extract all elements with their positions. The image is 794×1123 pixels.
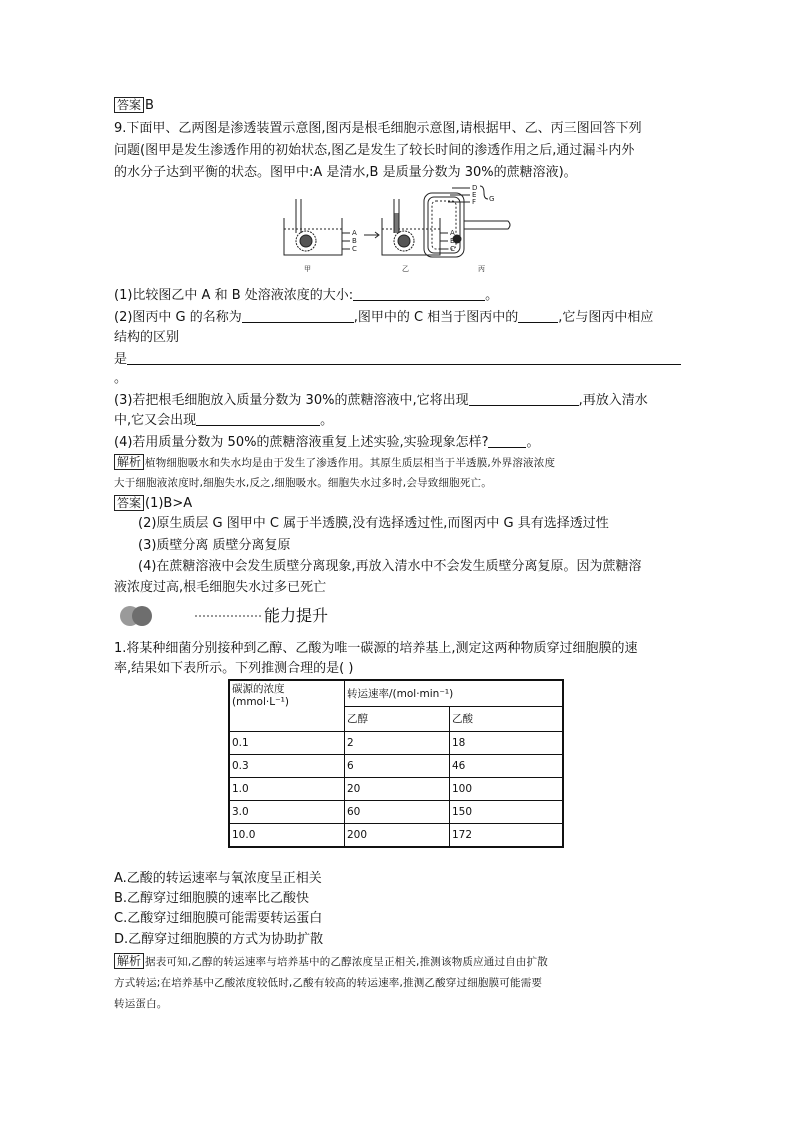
caption-jia: 甲 [304,265,311,273]
answer-tag: 答案 [114,495,144,511]
answer-blank [488,433,526,448]
answer-blank [518,308,558,323]
q9-part-2-line-2: 结构的区别 [114,330,180,345]
table-row: 10.0 200 172 [229,824,563,848]
q9-answer-line-4: (4)在蔗糖溶液中会发生质壁分离现象,再放入清水中不会发生质壁分离复原。因为蔗糖溶 [138,559,642,574]
q9-part-3: (3)若把根毛细胞放入质量分数为 30%的蔗糖溶液中,它将出现 ,再放入清水 [114,393,648,408]
q1-stem-line-1: 1.将某种细菌分别接种到乙醇、乙酸为唯一碳源的培养基上,测定这两种物质穿过细胞膜的速 [114,641,638,656]
q9-part-3-line-2: 中,它又会出现 。 [114,413,334,428]
header-transport-rate: 转运速率/(mol·min⁻¹) [345,680,564,706]
q9-answer-line-2: (2)原生质层 G 图甲中 C 属于半透膜,没有选择透过性,而图丙中 G 具有选择透过性 [138,516,609,531]
table-row: 1.0 20 100 [229,778,563,801]
transport-rate-table [228,679,564,848]
q9-analysis-line-1: 解析 植物细胞吸水和失水均是由于发生了渗透作用。其原生质层相当于半透膜,外界溶液浓度 [114,453,555,473]
q9-answer-line-1: 答案 (1)B>A [114,494,192,514]
q1-analysis-line-3: 转运蛋白。 [114,998,168,1010]
label-c-mid: C [450,245,455,253]
q9-part-1: (1)比较图乙中 A 和 B 处溶液浓度的大小: 。 [114,288,499,303]
label-c-left: C [352,245,357,253]
label-e: E [472,191,477,199]
q1-option-b: B.乙醇穿过细胞膜的速率比乙酸快 [114,891,310,906]
q9-answer-line-3: (3)质壁分离 质壁分离复原 [138,538,291,553]
label-a-mid: A [450,229,455,237]
label-f: F [472,198,477,206]
section-title: 能力提升 [264,606,329,625]
q9-stem-line-1: 9.下面甲、乙两图是渗透装置示意图,图丙是根毛细胞示意图,请根据甲、乙、丙三图回答下列 [114,121,642,136]
label-a-left: A [352,229,357,237]
answer-blank [469,391,579,406]
answer-blank [127,350,681,365]
q9-stem-line-2: 问题(图甲是发生渗透作用的初始状态,图乙是发生了较长时间的渗透作用之后,通过漏斗内外 [114,143,635,158]
q1-option-d: D.乙醇穿过细胞膜的方式为协助扩散 [114,932,324,947]
header-concentration: 碳源的浓度 (mmol·L⁻¹) [229,680,345,732]
q9-analysis-line-2: 大于细胞液浓度时,细胞失水,反之,细胞吸水。细胞失水过多时,会导致细胞死亡。 [114,477,492,489]
label-b-left: B [352,237,357,245]
answer-blank [196,411,320,426]
q1-analysis-line-1: 解析 据表可知,乙醇的转运速率与培养基中的乙醇浓度呈正相关,推测该物质应通过自由扩散 [114,952,548,972]
answer-value: B [145,98,154,113]
header-ethanol: 乙醇 [345,706,450,731]
table-row: 0.1 2 18 [229,732,563,755]
section-circles-icon [114,604,264,628]
q9-stem-line-3: 的水分子达到平衡的状态。图甲中:A 是清水,B 是质量分数为 30%的蔗糖溶液)。 [114,165,577,180]
q9-part-2-line-3: 是 [114,350,681,370]
q9-part-2: (2)图丙中 G 的名称为 ,图甲中的 C 相当于图丙中的 ,它与图丙中相应 [114,310,654,325]
answer-blank [242,308,354,323]
caption-bing: 丙 [478,265,485,273]
answer-tag: 答案 [114,97,144,113]
analysis-tag: 解析 [114,953,144,969]
header-acetic-acid: 乙酸 [450,706,564,731]
analysis-tag: 解析 [114,454,144,470]
q1-analysis-line-2: 方式转运;在培养基中乙酸浓度较低时,乙酸有较高的转运速率,推测乙酸穿过细胞膜可能需要 [114,977,543,989]
q1-stem-line-2: 率,结果如下表所示。下列推测合理的是( ) [114,661,354,676]
q9-part-2-end: 。 [114,371,128,386]
label-b-mid: B [450,237,455,245]
q8-answer-line [114,96,154,116]
caption-yi: 乙 [402,265,409,273]
table-row: 3.0 60 150 [229,801,563,824]
osmosis-figure [282,183,512,287]
q9-part-4: (4)若用质量分数为 50%的蔗糖溶液重复上述实验,实验现象怎样? 。 [114,435,540,450]
q1-option-a: A.乙酸的转运速率与氧浓度呈正相关 [114,871,322,886]
q9-answer-line-5: 液浓度过高,根毛细胞失水过多已死亡 [114,580,327,595]
q1-option-c: C.乙酸穿过细胞膜可能需要转运蛋白 [114,911,323,926]
answer-blank [353,286,485,301]
table-row: 0.3 6 46 [229,755,563,778]
osmosis-diagram-svg [282,183,512,283]
label-d: D [472,184,478,192]
label-g: G [489,195,495,203]
